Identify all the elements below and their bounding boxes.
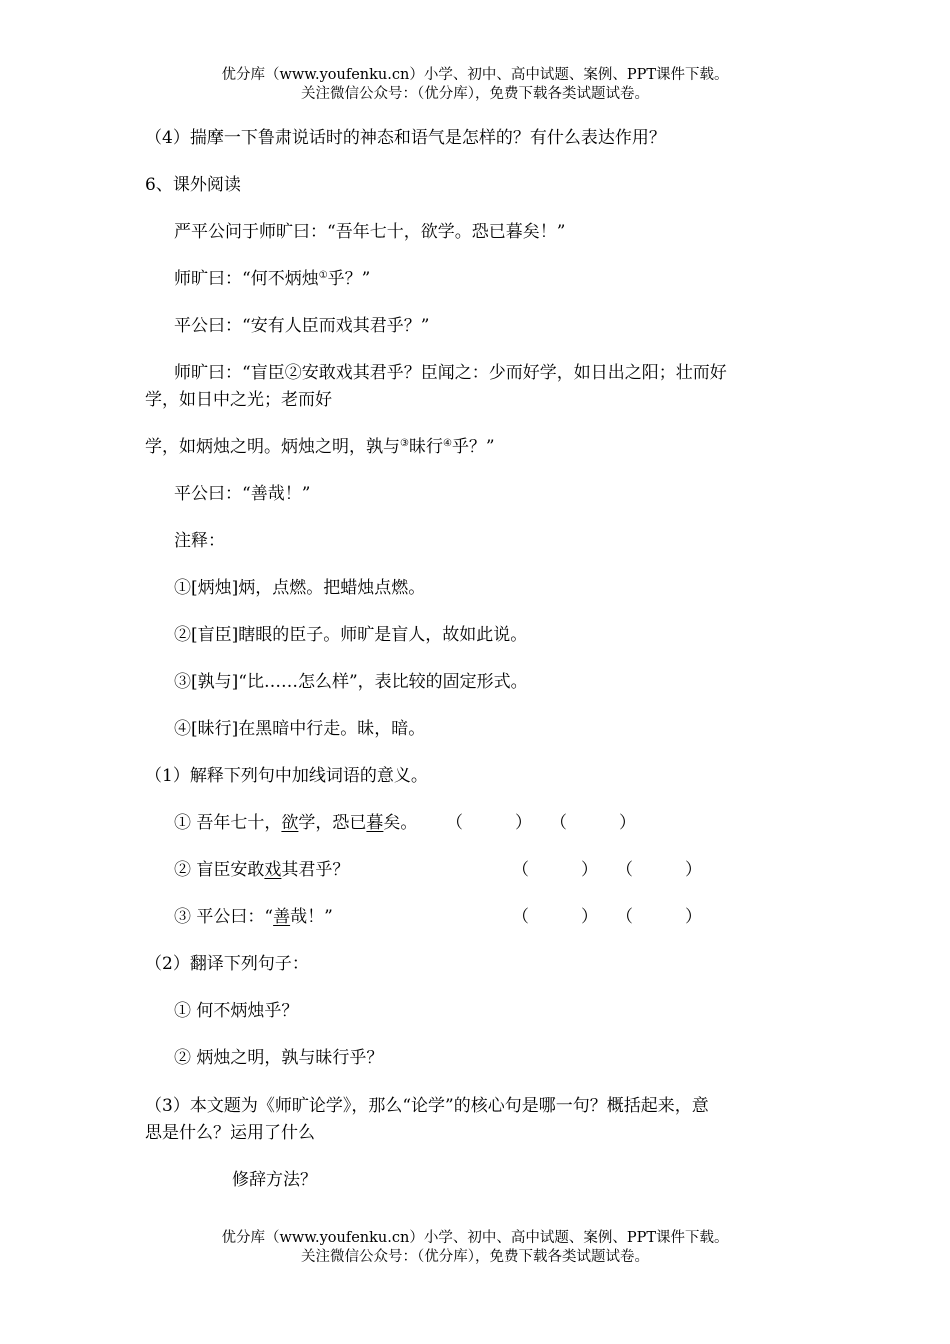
question-1-item-3: ③ 平公曰：“善哉！” — [174, 907, 333, 927]
underlined-word: 善 — [273, 907, 291, 927]
question-1-item-1: ① 吾年七十，欲学，恐已暮矣。 — [174, 813, 418, 833]
question-1-item-2: ② 盲臣安敢戏其君乎？ — [174, 860, 350, 880]
page-header — [0, 66, 950, 104]
question-3-line-2: 思是什么？运用了什么 — [145, 1123, 315, 1143]
underlined-word: 欲 — [281, 813, 299, 833]
note-item: ④[昧行]在黑暗中行走。昧，暗。 — [174, 719, 426, 739]
passage-paragraph-3: 平公曰：“安有人臣而戏其君乎？” — [174, 316, 430, 336]
question-2-item: ① 何不炳烛乎？ — [174, 1001, 299, 1021]
question-2-title: （2）翻译下列句子： — [145, 954, 309, 974]
footnote-marker: ④ — [442, 438, 452, 449]
question-4: （4）揣摩一下鲁肃说话时的神态和语气是怎样的？有什么表达作用？ — [145, 128, 666, 148]
answer-blanks[interactable]: （ ） （ ） — [512, 860, 702, 880]
passage-paragraph-2: 师旷曰：“何不炳烛①乎？” — [174, 269, 371, 289]
passage-paragraph-5: 平公曰：“善哉！” — [174, 484, 311, 504]
note-item: ③[孰与]“比……怎么样”，表比较的固定形式。 — [174, 672, 528, 692]
passage-paragraph-1: 严平公问于师旷曰：“吾年七十，欲学。恐已暮矣！” — [174, 222, 566, 242]
note-item: ②[盲臣]瞎眼的臣子。师旷是盲人，故如此说。 — [174, 625, 528, 645]
answer-blanks[interactable]: （ ） （ ） — [512, 907, 702, 927]
question-3-line-3: 修辞方法？ — [232, 1170, 317, 1190]
passage-paragraph-4-line-1: 师旷曰：“盲臣②安敢戏其君乎？臣闻之：少而好学，如日出之阳；壮而好 — [174, 363, 727, 383]
footer-line-1: 优分库（www.youfenku.cn）小学、初中、高中试题、案例、PPT课件下载。 — [221, 1230, 729, 1246]
passage-paragraph-4-line-3: 学，如炳烛之明。炳烛之明，孰与③昧行④乎？” — [145, 437, 495, 457]
note-item: ①[炳烛]炳，点燃。把蜡烛点燃。 — [174, 578, 426, 598]
answer-blanks[interactable]: （ ） （ ） — [446, 813, 636, 833]
footnote-marker: ① — [318, 270, 328, 281]
question-3-line-1: （3）本文题为《师旷论学》，那么“论学”的核心句是哪一句？概括起来，意 — [145, 1096, 709, 1116]
section-title: 6、课外阅读 — [145, 175, 241, 195]
footnote-marker: ③ — [400, 438, 409, 449]
underlined-word: 戏 — [264, 860, 282, 880]
header-line-2: 关注微信公众号：（优分库），免费下载各类试题试卷。 — [301, 86, 649, 102]
question-2-item: ② 炳烛之明，孰与昧行乎？ — [174, 1048, 384, 1068]
header-line-1: 优分库（www.youfenku.cn）小学、初中、高中试题、案例、PPT课件下载。 — [221, 67, 729, 83]
notes-title: 注释： — [174, 531, 225, 551]
underlined-word: 暮 — [366, 813, 384, 833]
footer-line-2: 关注微信公众号：（优分库），免费下载各类试题试卷。 — [301, 1249, 649, 1265]
question-1-title: （1）解释下列句中加线词语的意义。 — [145, 766, 428, 786]
page-footer — [0, 1229, 950, 1267]
passage-paragraph-4-line-2: 学，如日中之光；老而好 — [145, 390, 332, 410]
